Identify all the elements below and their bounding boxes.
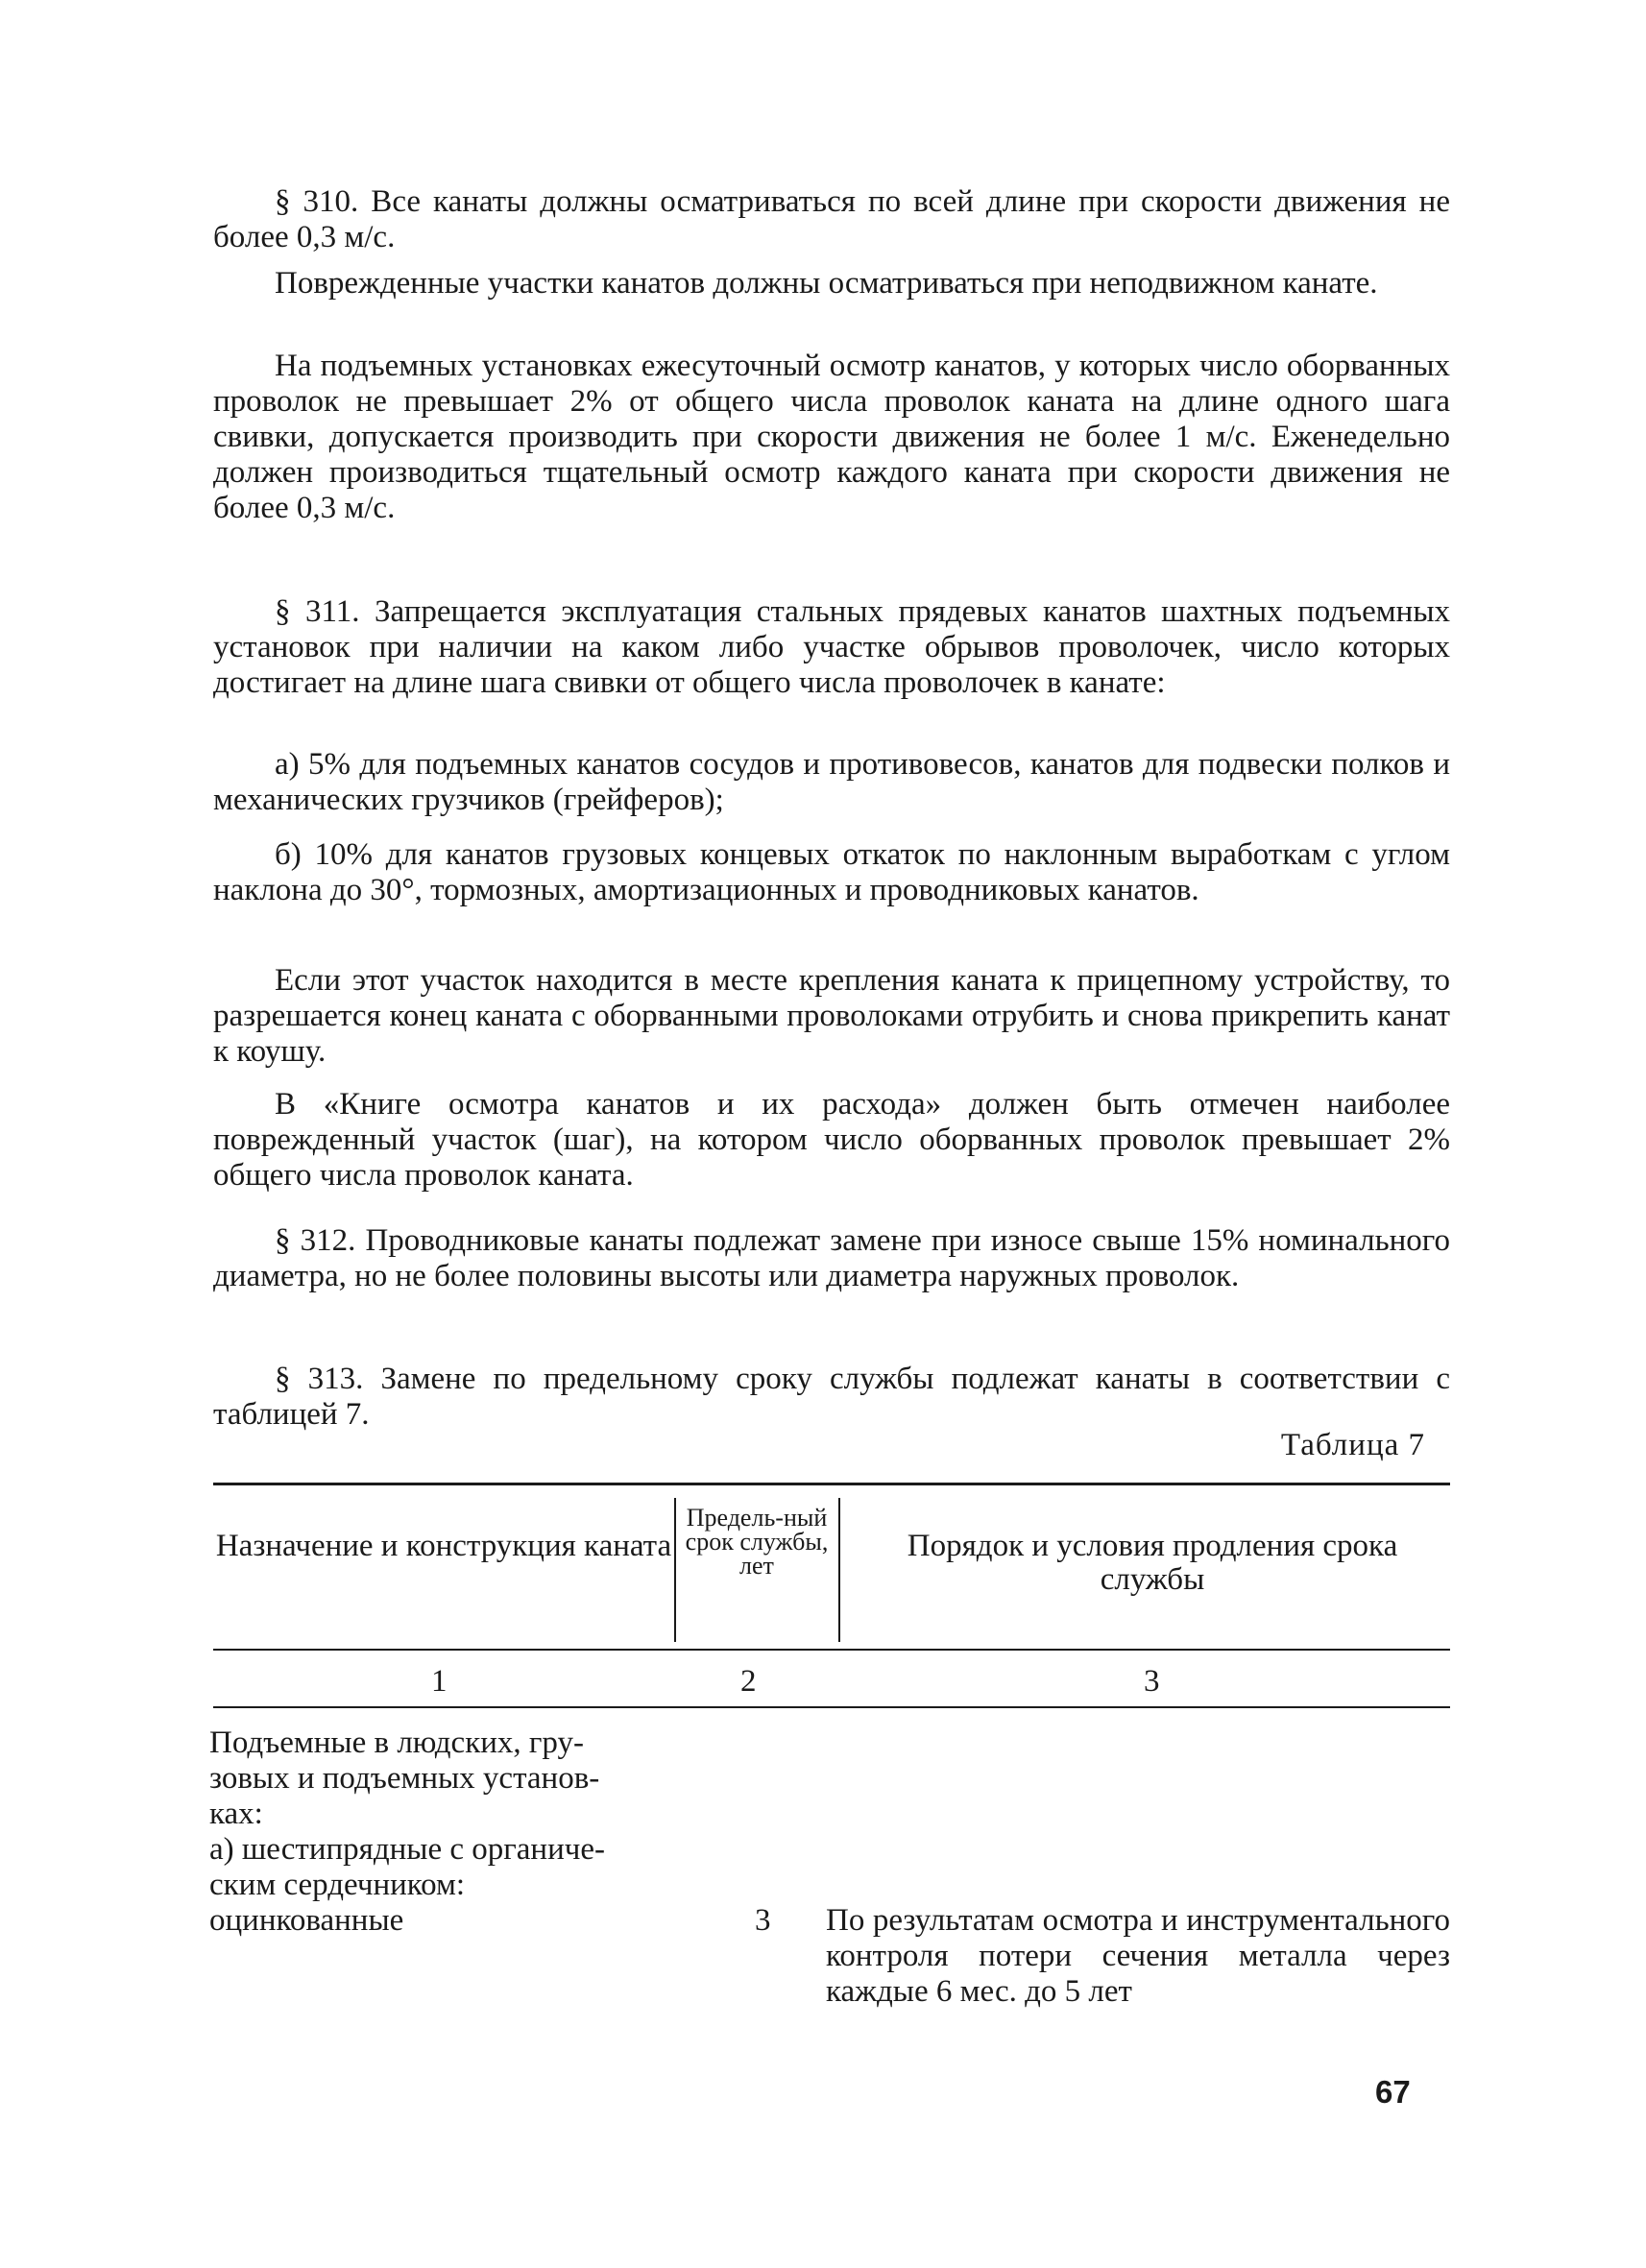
- paragraph-text: § 313. Замене по предельному сроку службы подлежат канаты в соответствии с таблицей 7.: [213, 1362, 1450, 1432]
- paragraph-text: На подъемных установках ежесуточный осмотр канатов, у которых число оборванных проволок не превышает 2% от общего числа проволок каната на длине одного шага свивки, допускается производить при скорости движения не более 1 м/с. Еженедельно должен производиться тщательный осмотр каждого каната при скорости движения не более 0,3 м/с.: [213, 349, 1450, 525]
- paragraph-311: [213, 594, 1450, 701]
- paragraph-310: [213, 184, 1450, 255]
- paragraph-attachment: [213, 963, 1450, 1070]
- paragraph-daily-inspection: [213, 349, 1450, 526]
- paragraph-book: [213, 1087, 1450, 1194]
- column-number: 3: [1144, 1664, 1160, 1699]
- paragraph-damaged-sections: [213, 266, 1450, 302]
- paragraph-text: В «Книге осмотра канатов и их расхода» должен быть отмечен наиболее поврежденный участок (шаг), на котором число оборванных проволок превышает 2% общего числа проволок каната.: [213, 1087, 1450, 1193]
- cell-line: Подъемные в людских, гру-: [209, 1725, 584, 1760]
- cell-line: а) шестипрядные с органиче-: [209, 1832, 605, 1867]
- table-row-service-life: 3: [755, 1903, 771, 1938]
- paragraph-313: [213, 1362, 1450, 1433]
- column-number: 2: [740, 1664, 757, 1699]
- cell-line: ках:: [209, 1797, 263, 1831]
- paragraph-text: б) 10% для канатов грузовых концевых откаток по наклонным выработкам с углом наклона до 30°, тормозных, амортизационных и проводниковых канатов.: [213, 837, 1450, 907]
- header-extension-terms: Порядок и условия продления срока службы: [907, 1529, 1398, 1597]
- table-top-rule: [213, 1483, 1450, 1485]
- column-divider: [674, 1498, 676, 1642]
- paragraph-text: § 310. Все канаты должны осматриваться по всей длине при скорости движения не более 0,3 м/с.: [213, 184, 1450, 254]
- paragraph-text: § 312. Проводниковые канаты подлежат замене при износе свыше 15% номинального диаметра, но не более половины высоты или диаметра наружных проволок.: [213, 1223, 1450, 1293]
- column-number: 1: [431, 1664, 448, 1699]
- cell-line: оцинкованные: [209, 1903, 404, 1938]
- paragraph-text: а) 5% для подъемных канатов сосудов и противовесов, канатов для подвески полков и механических грузчиков (грейферов);: [213, 747, 1450, 817]
- paragraph-312: [213, 1223, 1450, 1294]
- header-service-life: Предель-ный срок службы, лет: [685, 1504, 829, 1580]
- page-number: 67: [1375, 2074, 1411, 2110]
- header-purpose: Назначение и конструкция каната: [215, 1529, 672, 1563]
- cell-line: ским сердечником:: [209, 1868, 466, 1902]
- header-bottom-rule: [213, 1649, 1450, 1651]
- table-caption: Таблица 7: [1280, 1428, 1425, 1462]
- paragraph-text: Поврежденные участки канатов должны осматриваться при неподвижном канате.: [275, 266, 1378, 301]
- table-row-extension-terms: По результатам осмотра и инструментального контроля потери сечения металла через каждые 6 мес. до 5 лет: [826, 1903, 1450, 2009]
- cell-line: зовых и подъемных установ-: [209, 1761, 600, 1796]
- paragraph-text: § 311. Запрещается эксплуатация стальных прядевых канатов шахтных подъемных установок при наличии на каком либо участке обрывов проволочек, число которых достигает на длине шага свивки от общего числа проволочек в канате:: [213, 594, 1450, 700]
- column-numbers-rule: [213, 1706, 1450, 1708]
- column-divider: [838, 1498, 840, 1642]
- paragraph-text: Если этот участок находится в месте крепления каната к прицепному устройству, то разрешается конец каната с оборванными проволоками отрубить и снова прикрепить канат к коушу.: [213, 963, 1450, 1069]
- paragraph-311-b: [213, 837, 1450, 908]
- table-row-purpose: [209, 1725, 709, 1939]
- paragraph-311-a: [213, 747, 1450, 818]
